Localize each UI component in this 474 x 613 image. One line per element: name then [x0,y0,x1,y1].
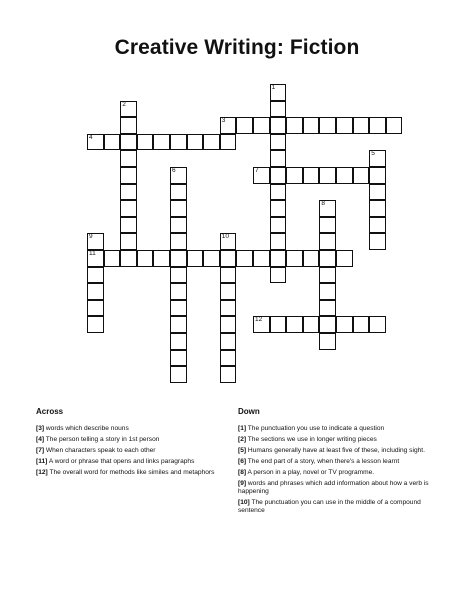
grid-cell[interactable] [87,250,104,267]
grid-cell[interactable] [270,233,287,250]
down-clue: [5] Humans generally have at least five of these, including sight. [238,447,425,454]
across-clue: [4] The person telling a story in 1st person [36,436,160,443]
grid-cell[interactable] [353,117,370,134]
grid-cell[interactable] [153,250,170,267]
grid-cell[interactable] [120,250,137,267]
grid-cell[interactable] [187,250,204,267]
grid-cell[interactable] [336,250,353,267]
grid-cell[interactable] [120,101,137,118]
grid-cell[interactable] [253,316,270,333]
grid-cell[interactable] [120,117,137,134]
grid-cell[interactable] [153,134,170,151]
grid-cell[interactable] [170,250,187,267]
grid-cell[interactable] [336,167,353,184]
grid-cell[interactable] [203,134,220,151]
grid-cell[interactable] [270,101,287,118]
grid-cell[interactable] [170,366,187,383]
grid-cell[interactable] [120,134,137,151]
grid-cell[interactable] [319,250,336,267]
down-clue-list [238,425,448,518]
grid-cell[interactable] [303,250,320,267]
grid-cell[interactable] [87,233,104,250]
across-clue: [3] words which describe nouns [36,425,129,432]
grid-cell[interactable] [220,283,237,300]
grid-cell[interactable] [369,167,386,184]
grid-cell[interactable] [87,300,104,317]
grid-cell[interactable] [369,200,386,217]
cell-number: 2 [122,100,126,108]
grid-cell[interactable] [236,250,253,267]
grid-cell[interactable] [319,300,336,317]
grid-cell[interactable] [303,117,320,134]
grid-cell[interactable] [319,333,336,350]
grid-cell[interactable] [87,267,104,284]
grid-cell[interactable] [170,134,187,151]
across-heading: Across [36,407,64,416]
grid-cell[interactable] [170,217,187,234]
grid-cell[interactable] [236,117,253,134]
grid-cell[interactable] [170,167,187,184]
grid-cell[interactable] [369,233,386,250]
down-clue: [6] The end part of a story, when there's a lesson learnt [238,458,400,465]
cell-number: 10 [221,233,230,241]
down-clue: [1] The punctuation you use to indicate a question [238,425,385,432]
across-clue: [12] The overall word for methods like similes and metaphors [36,469,215,476]
grid-cell[interactable] [170,184,187,201]
grid-cell[interactable] [319,283,336,300]
grid-cell[interactable] [120,184,137,201]
grid-cell[interactable] [386,117,403,134]
grid-cell[interactable] [104,250,121,267]
grid-cell[interactable] [220,134,237,151]
grid-cell[interactable] [170,233,187,250]
grid-cell[interactable] [270,184,287,201]
page-title: Creative Writing: Fiction [114,36,360,59]
down-clue: [2] The sections we use in longer writing pieces [238,436,377,443]
grid-cell[interactable] [87,134,104,151]
cell-number: 1 [271,84,276,91]
down-clue: [8] A person in a play, novel or TV programme. [238,469,375,476]
grid-cell[interactable] [319,217,336,234]
grid-cell[interactable] [319,316,336,333]
cell-number: 7 [255,167,259,174]
grid-cell[interactable] [270,217,287,234]
grid-cell[interactable] [286,117,303,134]
grid-cell[interactable] [319,267,336,284]
grid-cell[interactable] [369,184,386,201]
grid-cell[interactable] [220,250,237,267]
grid-cell[interactable] [286,250,303,267]
grid-cell[interactable] [253,250,270,267]
grid-cell[interactable] [369,316,386,333]
grid-cell[interactable] [286,167,303,184]
grid-cell[interactable] [270,134,287,151]
across-clue-list [36,425,246,480]
grid-cell[interactable] [353,316,370,333]
grid-cell[interactable] [137,134,154,151]
cell-number: 11 [89,250,96,257]
grid-cell[interactable] [220,233,237,250]
grid-cell[interactable] [170,267,187,284]
grid-cell[interactable] [369,150,386,167]
grid-cell[interactable] [220,333,237,350]
grid-cell[interactable] [170,200,187,217]
grid-cell[interactable] [220,117,237,134]
grid-cell[interactable] [270,250,287,267]
grid-cell[interactable] [270,267,287,284]
grid-cell[interactable] [170,350,187,367]
grid-cell[interactable] [220,316,237,333]
grid-cell[interactable] [220,350,237,367]
grid-cell[interactable] [369,217,386,234]
grid-cell[interactable] [336,117,353,134]
grid-cell[interactable] [120,217,137,234]
cell-number: 5 [371,150,375,158]
cell-number: 12 [255,316,263,324]
grid-cell[interactable] [87,283,104,300]
cell-number: 4 [89,133,93,141]
grid-cell[interactable] [270,167,287,184]
grid-cell[interactable] [353,167,370,184]
grid-cell[interactable] [187,134,204,151]
grid-cell[interactable] [319,117,336,134]
down-clue: [10] The punctuation you can use in the middle of a compound sentence [238,499,421,514]
grid-cell[interactable] [319,167,336,184]
grid-cell[interactable] [319,233,336,250]
grid-cell[interactable] [270,316,287,333]
across-clue: [11] A word or phrase that opens and links paragraphs [36,458,195,465]
grid-cell[interactable] [369,117,386,134]
grid-cell[interactable] [253,117,270,134]
grid-cell[interactable] [170,300,187,317]
grid-cell[interactable] [303,167,320,184]
grid-cell[interactable] [120,167,137,184]
grid-cell[interactable] [203,250,220,267]
grid-cell[interactable] [319,200,336,217]
grid-cell[interactable] [270,84,287,101]
grid-cell[interactable] [220,300,237,317]
grid-cell[interactable] [120,200,137,217]
grid-cell[interactable] [270,200,287,217]
grid-cell[interactable] [220,267,237,284]
grid-cell[interactable] [170,316,187,333]
cell-number: 6 [172,167,176,174]
grid-cell[interactable] [270,117,287,134]
cell-number: 3 [221,117,226,125]
down-clue: [9] words and phrases which add information about how a verb is happening [238,480,429,495]
grid-cell[interactable] [170,333,187,350]
grid-cell[interactable] [303,316,320,333]
cell-number: 8 [321,200,326,208]
grid-cell[interactable] [220,366,237,383]
grid-cell[interactable] [253,167,270,184]
grid-cell[interactable] [120,150,137,167]
grid-cell[interactable] [286,316,303,333]
across-clue: [7] When characters speak to each other [36,447,156,454]
grid-cell[interactable] [170,283,187,300]
grid-cell[interactable] [270,150,287,167]
grid-cell[interactable] [336,316,353,333]
down-heading: Down [238,407,260,416]
grid-cell[interactable] [120,233,137,250]
grid-cell[interactable] [137,250,154,267]
grid-cell[interactable] [104,134,121,151]
grid-cell[interactable] [87,316,104,333]
cell-number: 9 [89,233,93,241]
